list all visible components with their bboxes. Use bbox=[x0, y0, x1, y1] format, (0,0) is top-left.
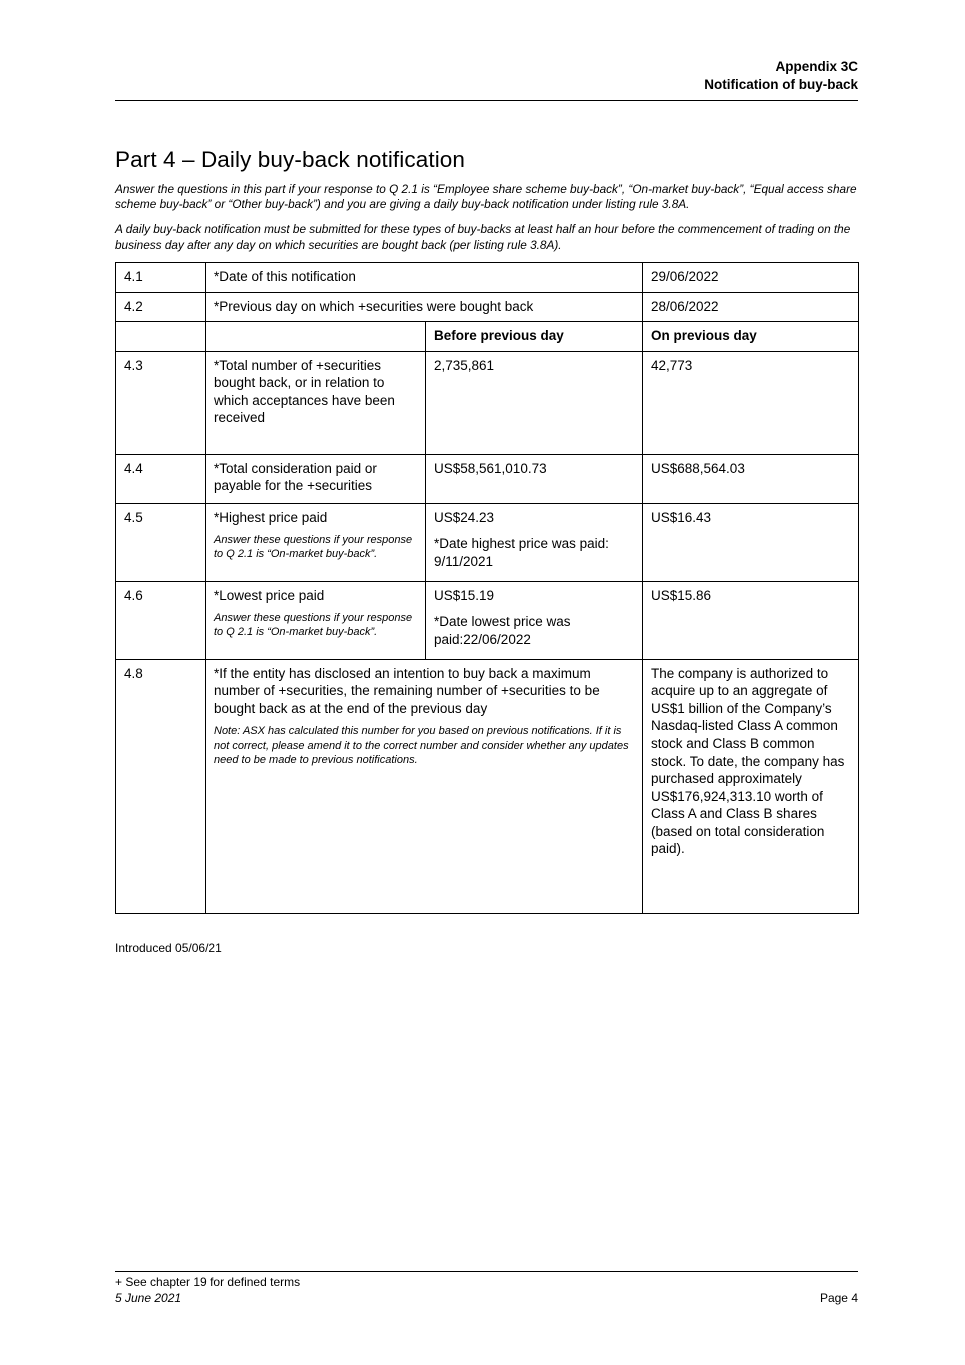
buyback-notification-table bbox=[115, 262, 859, 914]
question-note: Answer these questions if your response to Q 2.1 is “On-market buy-back”. bbox=[214, 612, 413, 639]
highest-price-date: *Date highest price was paid: 9/11/2021 bbox=[434, 536, 609, 569]
question-label: *Total consideration paid or payable for the +securities bbox=[206, 454, 426, 503]
table-row-4-5 bbox=[116, 503, 859, 581]
question-label: *Previous day on which +securities were bought back bbox=[206, 292, 643, 322]
question-number: 4.5 bbox=[116, 503, 206, 581]
column-header-before-previous-day: Before previous day bbox=[426, 322, 643, 352]
table-row-4-4 bbox=[116, 454, 859, 503]
answer-lowest-price-on: US$15.86 bbox=[643, 581, 859, 659]
defined-terms-note: + See chapter 19 for defined terms bbox=[115, 1275, 301, 1289]
intro-section bbox=[115, 182, 858, 253]
question-label: *Date of this notification bbox=[206, 263, 643, 293]
answer-consideration-before: US$58,561,010.73 bbox=[426, 454, 643, 503]
column-header-on-previous-day: On previous day bbox=[643, 322, 859, 352]
empty-cell bbox=[206, 322, 426, 352]
answer-total-number-before: 2,735,861 bbox=[426, 351, 643, 454]
question-number: 4.8 bbox=[116, 659, 206, 913]
question-label: *Lowest price paid bbox=[214, 587, 325, 603]
document-footer bbox=[115, 1271, 858, 1306]
question-number: 4.6 bbox=[116, 581, 206, 659]
question-label-cell bbox=[206, 659, 643, 913]
question-label: *Total number of +securities bought back, or in relation to which acceptances have been received bbox=[206, 351, 426, 454]
empty-cell bbox=[116, 322, 206, 352]
question-label-cell bbox=[206, 503, 426, 581]
question-number: 4.2 bbox=[116, 292, 206, 322]
answer-previous-day: 28/06/2022 bbox=[643, 292, 859, 322]
table-row-4-6 bbox=[116, 581, 859, 659]
answer-consideration-on: US$688,564.03 bbox=[643, 454, 859, 503]
document-page bbox=[115, 0, 858, 1365]
question-number: 4.3 bbox=[116, 351, 206, 454]
question-number: 4.4 bbox=[116, 454, 206, 503]
document-header bbox=[115, 0, 858, 101]
table-row-4-3 bbox=[116, 351, 859, 454]
table-row-4-1 bbox=[116, 263, 859, 293]
highest-price-before: US$24.23 bbox=[434, 509, 495, 525]
question-label: *Highest price paid bbox=[214, 509, 328, 525]
intro-paragraph-2: A daily buy-back notification must be submitted for these types of buy-backs at least half an hour before the commencement of trading on the business day after any day on which securities are bought back (per listing rule 3.8A). bbox=[115, 222, 851, 252]
page-number: Page 4 bbox=[819, 1290, 858, 1305]
answer-lowest-price-before-cell bbox=[426, 581, 643, 659]
intro-paragraph-1: Answer the questions in this part if your response to Q 2.1 is “Employee share scheme buy-back”, “On-market buy-back”, “Equal access share scheme buy-back” or “Other buy-back”) and you are giving a daily buy-back notification under listing rule 3.8A. bbox=[115, 181, 857, 212]
appendix-label: Appendix 3C bbox=[775, 59, 858, 74]
document-subtitle: Notification of buy-back bbox=[704, 76, 858, 92]
answer-highest-price-on: US$16.43 bbox=[643, 503, 859, 581]
question-note: Answer these questions if your response to Q 2.1 is “On-market buy-back”. bbox=[214, 534, 413, 561]
answer-remaining-securities: The company is authorized to acquire up to an aggregate of US$1 billion of the Company’s Nasdaq-listed Class A common stock and Class B common stock. To date, the company has purchased approximately US$176,924,313.10 worth of Class A and Class B shares (based on total consideration paid). bbox=[643, 659, 859, 913]
answer-total-number-on: 42,773 bbox=[643, 351, 859, 454]
lowest-price-before: US$15.19 bbox=[434, 587, 495, 603]
lowest-price-date: *Date lowest price was paid:22/06/2022 bbox=[434, 614, 571, 647]
table-row-4-8 bbox=[116, 659, 859, 913]
answer-highest-price-before-cell bbox=[426, 503, 643, 581]
footer-date: 5 June 2021 bbox=[115, 1290, 182, 1305]
introduced-note: Introduced 05/06/21 bbox=[115, 940, 222, 955]
page-title: Part 4 – Daily buy-back notification bbox=[115, 146, 466, 172]
question-label-cell bbox=[206, 581, 426, 659]
question-number: 4.1 bbox=[116, 263, 206, 293]
answer-date-of-notification: 29/06/2022 bbox=[643, 263, 859, 293]
question-label: *If the entity has disclosed an intention to buy back a maximum number of +securities, the remaining number of +securities to be bought back as at the end of the previous day bbox=[214, 665, 600, 716]
table-row-4-2 bbox=[116, 292, 859, 322]
table-column-header-row bbox=[116, 322, 859, 352]
question-note: Note: ASX has calculated this number for you based on previous notifications. If it is not correct, please amend it to the correct number and consider whether any updates need to be made to previous notifications. bbox=[214, 725, 629, 766]
